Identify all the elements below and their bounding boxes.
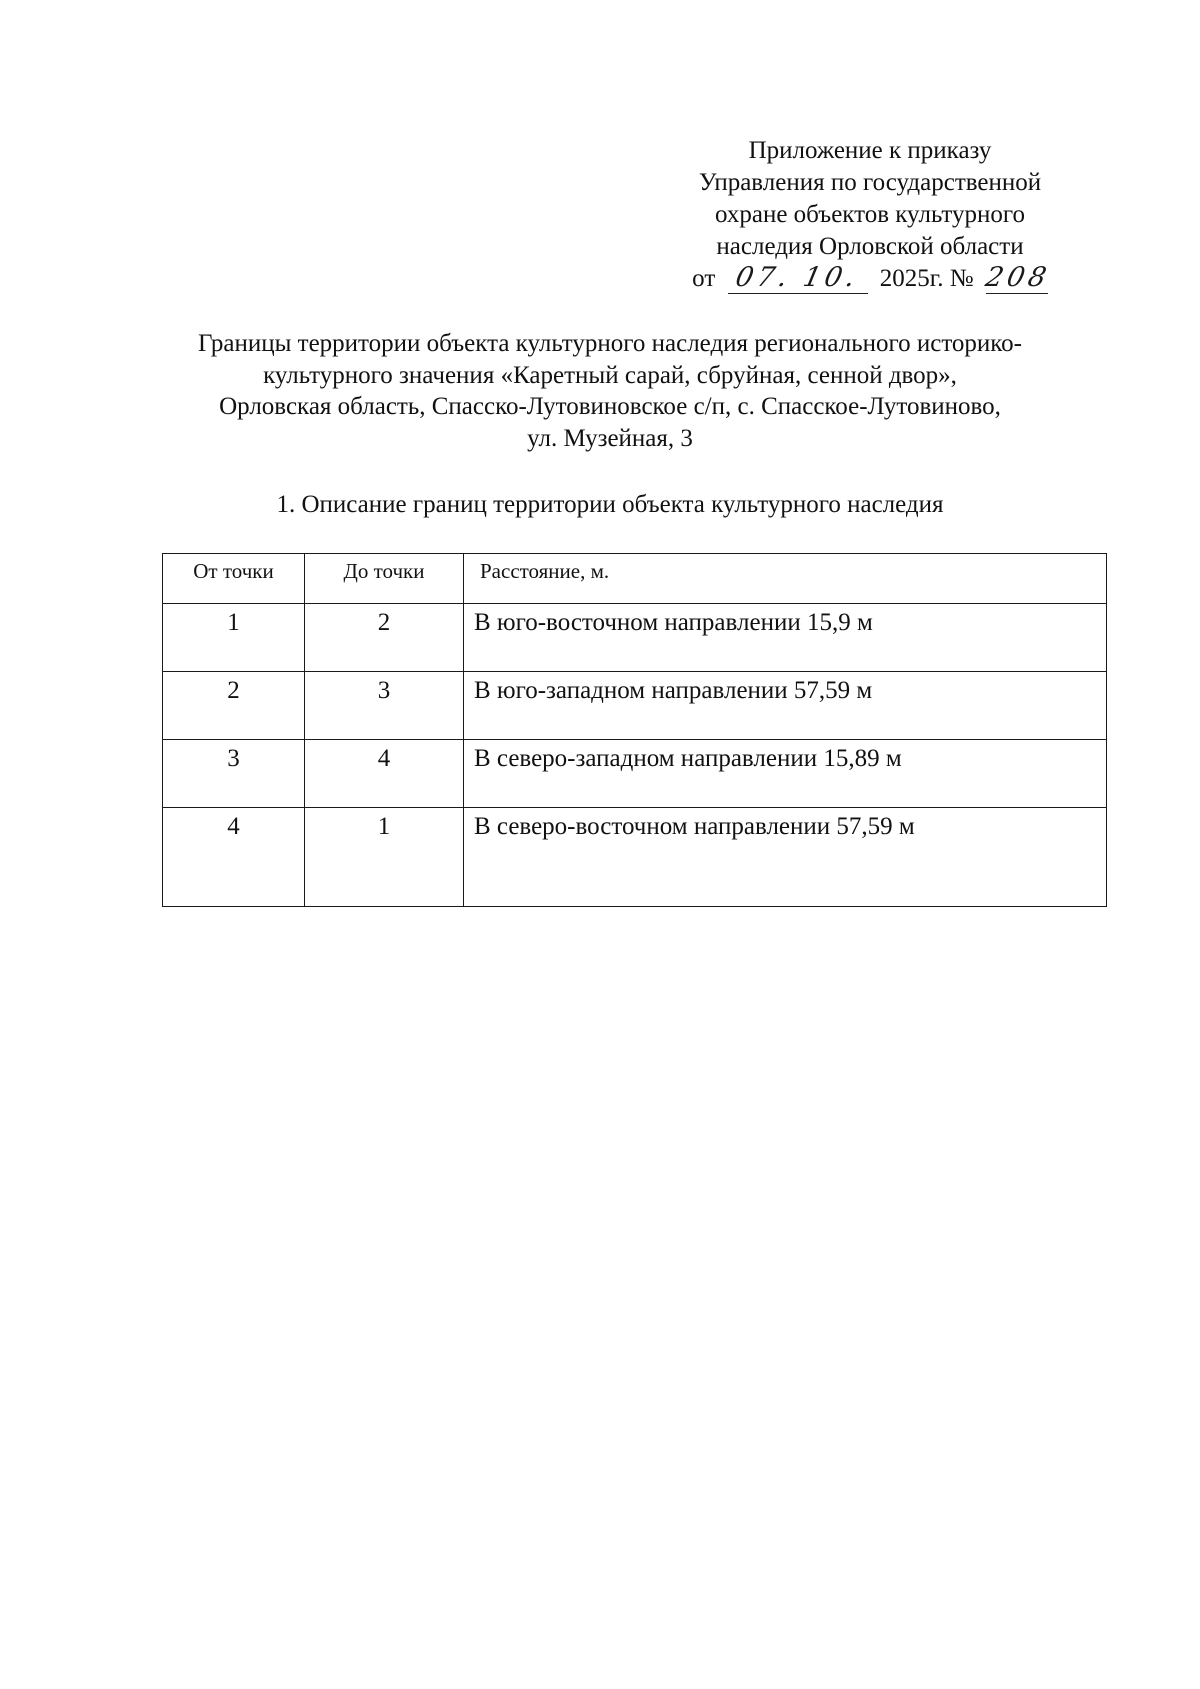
order-year: 2025г. № xyxy=(879,265,974,292)
section-heading: 1. Описание границ территории объекта культурного наследия xyxy=(276,491,944,518)
cell-to: 4 xyxy=(305,740,464,808)
title-line-2: культурного значения «Каретный сарай, сбруйная, сенной двор», xyxy=(263,361,957,389)
cell-to: 1 xyxy=(305,808,464,907)
appendix-line-1: Приложение к приказу xyxy=(748,137,992,164)
table-row xyxy=(163,740,1107,808)
handwritten-number-text: 208 xyxy=(982,262,1053,293)
cell-to: 2 xyxy=(305,604,464,672)
cell-from: 1 xyxy=(163,604,305,672)
appendix-block xyxy=(660,135,1080,295)
appendix-line-4: наследия Орловской области xyxy=(716,233,1024,260)
title-line-3: Орловская область, Спасско-Лутовиновское с/п, с. Спасское-Лутовиново, xyxy=(219,393,1001,420)
appendix-line-3: охране объектов культурного xyxy=(714,201,1025,228)
cell-to: 3 xyxy=(305,672,464,740)
cell-distance: В юго-западном направлении 57,59 м xyxy=(464,672,1107,740)
cell-from: 2 xyxy=(163,672,305,740)
header-to-point: До точки xyxy=(305,554,464,604)
document-title xyxy=(130,328,1090,454)
title-line-4: ул. Музейная, 3 xyxy=(527,424,693,452)
table-row xyxy=(163,672,1107,740)
cell-distance: В северо-западном направлении 15,89 м xyxy=(464,740,1107,808)
boundary-table xyxy=(162,553,1107,907)
handwritten-date-text: 07. 10. xyxy=(733,262,863,293)
table-header-row xyxy=(163,554,1107,604)
header-from-point: От точки xyxy=(163,554,305,604)
cell-from: 4 xyxy=(163,808,305,907)
handwritten-date xyxy=(728,263,868,294)
handwritten-order-number xyxy=(982,262,1053,294)
title-line-1: Границы территории объекта культурного наследия регионального историко- xyxy=(197,330,1023,357)
header-distance: Расстояние, м. xyxy=(464,554,1107,604)
table-row xyxy=(163,808,1107,907)
cell-distance: В северо-восточном направлении 57,59 м xyxy=(464,808,1107,907)
cell-distance: В юго-восточном направлении 15,9 м xyxy=(464,604,1107,672)
appendix-line-2: Управления по государственной xyxy=(698,169,1042,196)
table-row xyxy=(163,604,1107,672)
cell-from: 3 xyxy=(163,740,305,808)
date-prefix: от xyxy=(692,265,716,292)
order-date-line xyxy=(660,263,1080,295)
